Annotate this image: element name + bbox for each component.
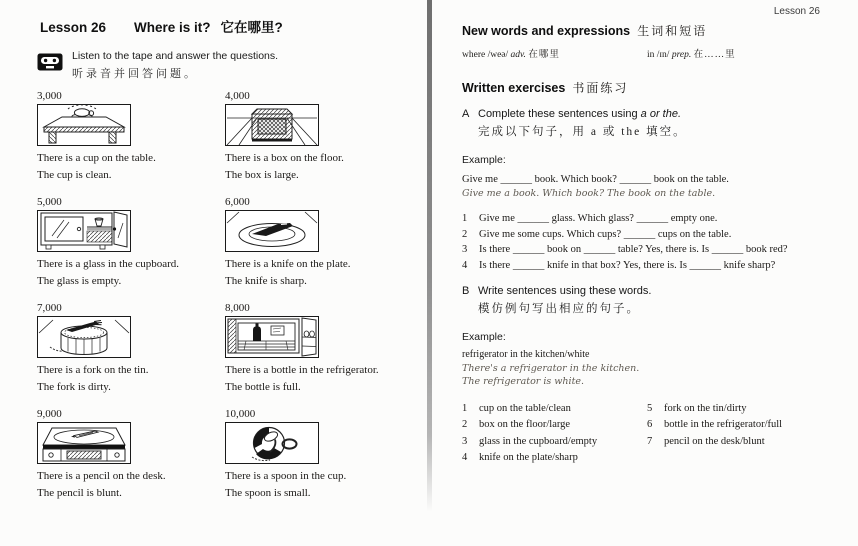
lesson-header xyxy=(40,16,283,36)
exercise-b-instruction-zh: 模仿例句写出相应的句子。 xyxy=(478,303,640,315)
item-text: Is there ______ knife in that box? Yes, there is. Is ______ knife sharp? xyxy=(479,259,776,271)
vocab-word: in xyxy=(647,50,655,60)
exercise-b-item xyxy=(647,417,832,433)
item-number: 7,000 xyxy=(37,302,62,314)
exercise-a-item xyxy=(462,258,834,274)
item-text: fork on the tin/dirty xyxy=(664,403,747,414)
right-page xyxy=(432,0,858,546)
picture-item-4000 xyxy=(225,90,413,196)
exercise-a-instruction-en: Complete these sentences using xyxy=(478,108,638,120)
item-number: 4,000 xyxy=(225,90,250,102)
exercise-b-item xyxy=(462,417,647,433)
left-page xyxy=(0,0,427,546)
picture-item-6000 xyxy=(225,196,413,302)
item-caption-2: The fork is dirty. xyxy=(37,380,111,393)
exercise-b-item xyxy=(462,450,647,466)
item-caption-2: The knife is sharp. xyxy=(225,274,307,287)
item-caption-1: There is a cup on the table. xyxy=(37,152,156,164)
listen-instruction-en: Listen to the tape and answer the questions. xyxy=(72,50,279,62)
picture-item-3000 xyxy=(37,90,225,196)
item-number: 1 xyxy=(462,403,468,414)
knife-on-plate-illustration xyxy=(225,210,319,252)
lesson-title-zh: 它在哪里? xyxy=(220,20,283,35)
fork-on-tin-illustration xyxy=(37,316,131,358)
exercise-b-item xyxy=(462,401,647,417)
exercise-b-label: B xyxy=(462,285,470,297)
exercise-a-item xyxy=(462,227,834,243)
item-text: pencil on the desk/blunt xyxy=(664,435,765,447)
listening-instruction-text xyxy=(72,50,278,81)
written-exercises-heading-zh: 书面练习 xyxy=(572,81,629,95)
vocab-meaning: 在……里 xyxy=(693,50,736,60)
item-text: Give me ______ glass. Which glass? ______ empty one. xyxy=(479,213,718,224)
exercise-b-item xyxy=(462,434,647,450)
exercise-a-instruction-em: a or the. xyxy=(640,108,682,120)
vocab-phonetic: /ɪn/ xyxy=(656,50,670,60)
item-caption-1: There is a pencil on the desk. xyxy=(37,470,166,482)
exercise-a xyxy=(462,108,834,273)
exercise-b xyxy=(462,285,834,466)
exercise-a-example-answer: Give me a book. Which book? The book on the table. xyxy=(462,188,716,199)
new-words-heading-zh: 生词和短语 xyxy=(637,24,708,38)
glass-in-cupboard-illustration xyxy=(37,210,131,252)
listen-instruction-zh: 听录音并回答问题。 xyxy=(72,68,198,80)
item-caption-2: The pencil is blunt. xyxy=(37,486,122,499)
item-text: box on the floor/large xyxy=(479,419,571,431)
exercise-a-item xyxy=(462,242,834,258)
item-text: glass in the cupboard/empty xyxy=(479,435,598,447)
listening-instruction xyxy=(37,50,278,81)
right-page-content xyxy=(462,22,834,466)
exercise-a-instruction-zh: 完成以下句子，用 a 或 the 填空。 xyxy=(478,126,687,138)
item-number: 3,000 xyxy=(37,90,62,102)
exercise-a-item xyxy=(462,211,834,227)
exercise-b-example-prompt: refrigerator in the kitchen/white xyxy=(462,349,590,360)
written-exercises-heading-en: Written exercises xyxy=(462,81,566,95)
exercise-b-items xyxy=(462,401,834,466)
picture-item-8000 xyxy=(225,302,413,408)
exercise-a-example-label: Example: xyxy=(462,154,506,166)
item-text: knife on the plate/sharp xyxy=(479,451,578,463)
page-running-head: Lesson 26 xyxy=(773,6,820,17)
item-number: 8,000 xyxy=(225,302,250,314)
item-caption-2: The box is large. xyxy=(225,168,299,181)
item-number: 1 xyxy=(462,213,468,224)
item-number: 6,000 xyxy=(225,196,250,208)
cup-on-table-illustration xyxy=(37,104,131,146)
exercise-a-label: A xyxy=(462,108,470,120)
item-caption-2: The spoon is small. xyxy=(225,486,311,499)
item-caption-1: There is a box on the floor. xyxy=(225,152,344,164)
item-caption-2: The cup is clean. xyxy=(37,168,112,181)
new-words-heading xyxy=(462,22,834,39)
item-number: 5 xyxy=(647,403,653,414)
exercise-b-example-answer-2: The refrigerator is white. xyxy=(462,376,585,387)
item-text: bottle in the refrigerator/full xyxy=(664,419,783,431)
item-number: 2 xyxy=(462,419,468,431)
item-number: 4 xyxy=(462,259,468,271)
item-caption-1: There is a fork on the tin. xyxy=(37,364,149,376)
vocab-entry-where xyxy=(462,46,647,60)
item-text: Give me some cups. Which cups? ______ cups on the table. xyxy=(479,228,732,240)
bottle-in-refrigerator-illustration xyxy=(225,316,319,358)
vocab-pos: prep. xyxy=(671,50,692,60)
vocab-meaning: 在哪里 xyxy=(528,50,560,60)
item-caption-1: There is a glass in the cupboard. xyxy=(37,258,180,270)
picture-item-7000 xyxy=(37,302,225,408)
written-exercises-heading xyxy=(462,79,834,96)
exercise-b-item xyxy=(647,401,832,417)
item-number: 3 xyxy=(462,244,468,255)
item-number: 9,000 xyxy=(37,408,62,420)
item-caption-2: The bottle is full. xyxy=(225,380,301,393)
item-number: 2 xyxy=(462,228,468,240)
exercise-b-instruction xyxy=(462,285,834,297)
exercise-a-items xyxy=(462,211,834,273)
item-text: cup on the table/clean xyxy=(479,403,571,414)
vocabulary-list xyxy=(462,46,834,60)
item-caption-1: There is a knife on the plate. xyxy=(225,258,351,270)
item-caption-1: There is a spoon in the cup. xyxy=(225,470,347,482)
lesson-number: Lesson 26 xyxy=(40,20,107,35)
item-caption-2: The glass is empty. xyxy=(37,274,122,287)
exercise-a-example-sentence: Give me ______ book. Which book? ______ book on the table. xyxy=(462,174,729,185)
picture-item-9000 xyxy=(37,408,225,514)
pencil-on-desk-illustration xyxy=(37,422,131,464)
new-words-heading-en: New words and expressions xyxy=(462,24,631,38)
item-number: 7 xyxy=(647,435,653,447)
exercise-a-instruction xyxy=(462,108,834,120)
exercise-b-example-label: Example: xyxy=(462,331,506,343)
vocab-phonetic: /weə/ xyxy=(487,50,509,60)
picture-item-5000 xyxy=(37,196,225,302)
exercise-b-instruction-en: Write sentences using these words. xyxy=(478,285,652,297)
item-number: 3 xyxy=(462,435,468,447)
item-caption-1: There is a bottle in the refrigerator. xyxy=(225,364,379,376)
spoon-in-cup-illustration xyxy=(225,422,319,464)
vocab-entry-in xyxy=(647,46,832,60)
item-text: Is there ______ book on ______ table? Yes, there is. Is ______ book red? xyxy=(479,244,788,255)
item-number: 6 xyxy=(647,419,653,431)
exercise-b-items-left xyxy=(462,401,647,466)
picture-items-grid xyxy=(37,90,419,514)
item-number: 5,000 xyxy=(37,196,62,208)
cassette-tape-icon xyxy=(37,53,63,81)
box-on-floor-illustration xyxy=(225,104,319,146)
item-number: 4 xyxy=(462,451,468,463)
lesson-title-en: Where is it? xyxy=(134,20,211,35)
item-number: 10,000 xyxy=(225,408,256,420)
vocab-word: where xyxy=(462,50,486,60)
exercise-b-item xyxy=(647,434,832,450)
vocab-pos: adv. xyxy=(510,50,526,60)
picture-item-10000 xyxy=(225,408,413,514)
exercise-b-items-right xyxy=(647,401,832,466)
exercise-b-example-answer-1: There's a refrigerator in the kitchen. xyxy=(462,363,640,374)
